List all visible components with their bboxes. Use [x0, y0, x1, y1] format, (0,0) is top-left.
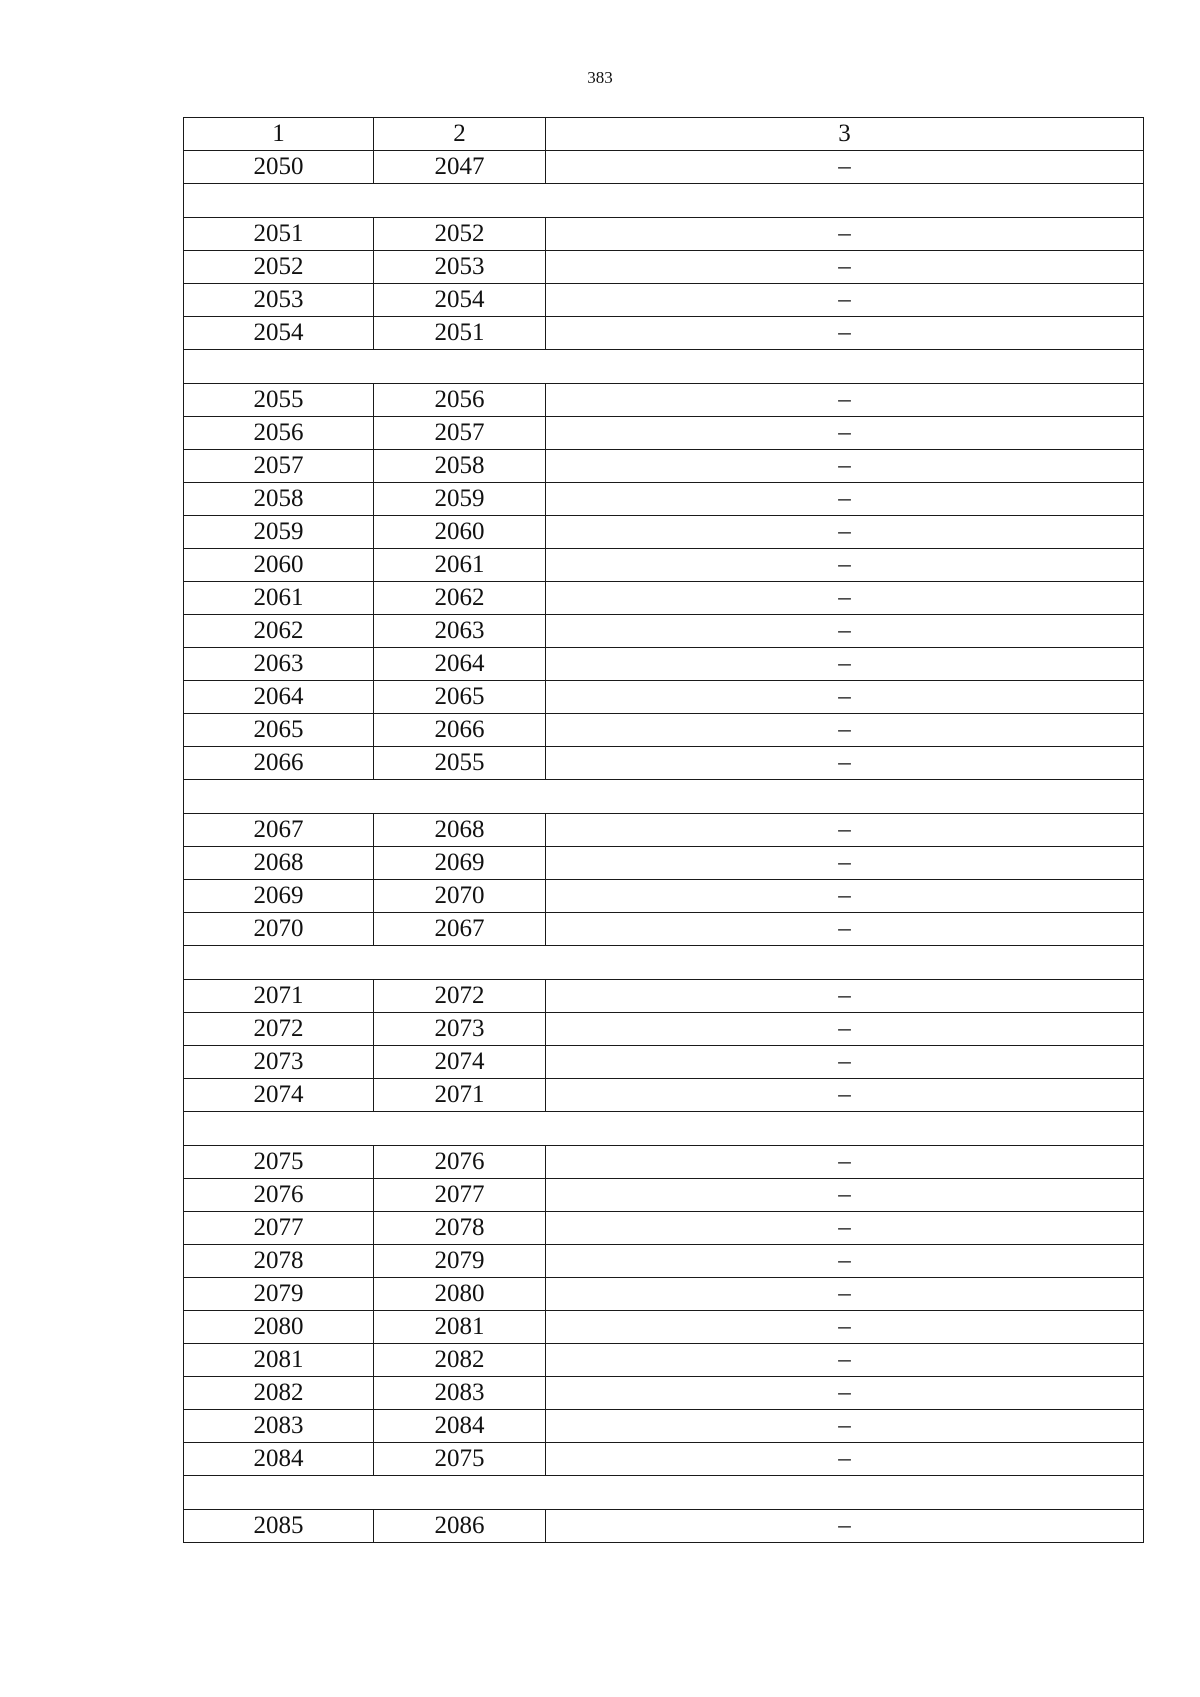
- table-cell-col-2: 2071: [374, 1079, 546, 1112]
- table-cell-col-1: 2075: [184, 1146, 374, 1179]
- table-cell-col-2: 2051: [374, 317, 546, 350]
- table-cell-col-2: 2062: [374, 582, 546, 615]
- table-cell-col-2: 2073: [374, 1013, 546, 1046]
- table-cell-col-2: 2059: [374, 483, 546, 516]
- table-cell-col-2: 2076: [374, 1146, 546, 1179]
- table-cell-col-2: 2060: [374, 516, 546, 549]
- table-cell-col-1: 2068: [184, 847, 374, 880]
- table-header-row: [184, 118, 1144, 151]
- table-cell-col-3: –: [546, 880, 1144, 913]
- section-separator-row: [184, 780, 1144, 814]
- table-row: [184, 913, 1144, 946]
- table-cell-col-1: 2071: [184, 980, 374, 1013]
- table-cell-col-2: 2064: [374, 648, 546, 681]
- table-cell-col-3: –: [546, 1212, 1144, 1245]
- section-separator-row: [184, 184, 1144, 218]
- table-row: [184, 615, 1144, 648]
- separator-cell: [184, 946, 1144, 980]
- table-cell-col-3: –: [546, 913, 1144, 946]
- table-cell-col-2: 2070: [374, 880, 546, 913]
- table-cell-col-3: –: [546, 549, 1144, 582]
- table-row: [184, 1046, 1144, 1079]
- section-separator-row: [184, 1476, 1144, 1510]
- table-row: [184, 1510, 1144, 1543]
- separator-cell: [184, 780, 1144, 814]
- table-row: [184, 1443, 1144, 1476]
- table-cell-col-3: –: [546, 1443, 1144, 1476]
- table-row: [184, 1377, 1144, 1410]
- table-cell-col-3: –: [546, 450, 1144, 483]
- table-row: [184, 714, 1144, 747]
- table-cell-col-3: –: [546, 980, 1144, 1013]
- table-cell-col-3: –: [546, 1046, 1144, 1079]
- table-cell-col-2: 2067: [374, 913, 546, 946]
- separator-cell: [184, 1476, 1144, 1510]
- table-cell-col-1: 2052: [184, 251, 374, 284]
- table-row: [184, 1311, 1144, 1344]
- table-cell-col-1: 2061: [184, 582, 374, 615]
- table-cell-col-2: 2072: [374, 980, 546, 1013]
- table-row: [184, 847, 1144, 880]
- table-cell-col-2: 2080: [374, 1278, 546, 1311]
- table-cell-col-2: 2084: [374, 1410, 546, 1443]
- table-cell-col-1: 2067: [184, 814, 374, 847]
- table-cell-col-1: 2054: [184, 317, 374, 350]
- table-row: [184, 1212, 1144, 1245]
- table-cell-col-1: 2051: [184, 218, 374, 251]
- table-cell-col-1: 2083: [184, 1410, 374, 1443]
- table-cell-col-1: 2074: [184, 1079, 374, 1112]
- table-cell-col-1: 2066: [184, 747, 374, 780]
- table-cell-col-3: –: [546, 516, 1144, 549]
- section-separator-row: [184, 350, 1144, 384]
- table-cell-col-1: 2064: [184, 681, 374, 714]
- table-row: [184, 1079, 1144, 1112]
- table-row: [184, 1146, 1144, 1179]
- table-cell-col-1: 2076: [184, 1179, 374, 1212]
- table-cell-col-2: 2057: [374, 417, 546, 450]
- table-cell-col-2: 2063: [374, 615, 546, 648]
- table-row: [184, 1179, 1144, 1212]
- table-row: [184, 880, 1144, 913]
- table-cell-col-3: –: [546, 1013, 1144, 1046]
- table-cell-col-3: –: [546, 1079, 1144, 1112]
- table-cell-col-1: 2079: [184, 1278, 374, 1311]
- table-cell-col-3: –: [546, 218, 1144, 251]
- table-cell-col-1: 2085: [184, 1510, 374, 1543]
- table-cell-col-3: –: [546, 814, 1144, 847]
- table-row: [184, 483, 1144, 516]
- column-header-2: 2: [374, 118, 546, 151]
- table-row: [184, 450, 1144, 483]
- table-cell-col-1: 2073: [184, 1046, 374, 1079]
- data-table: [183, 117, 1144, 1543]
- separator-cell: [184, 350, 1144, 384]
- table-row: [184, 582, 1144, 615]
- table-cell-col-2: 2058: [374, 450, 546, 483]
- section-separator-row: [184, 1112, 1144, 1146]
- table-cell-col-2: 2047: [374, 151, 546, 184]
- table-row: [184, 1013, 1144, 1046]
- table-cell-col-1: 2072: [184, 1013, 374, 1046]
- table-row: [184, 814, 1144, 847]
- table-row: [184, 980, 1144, 1013]
- table-cell-col-2: 2056: [374, 384, 546, 417]
- table-cell-col-2: 2055: [374, 747, 546, 780]
- table-cell-col-3: –: [546, 284, 1144, 317]
- table-cell-col-3: –: [546, 317, 1144, 350]
- table-cell-col-2: 2077: [374, 1179, 546, 1212]
- table-cell-col-1: 2082: [184, 1377, 374, 1410]
- table-cell-col-1: 2060: [184, 549, 374, 582]
- table-row: [184, 1344, 1144, 1377]
- table-cell-col-2: 2053: [374, 251, 546, 284]
- table-cell-col-2: 2086: [374, 1510, 546, 1543]
- table-row: [184, 549, 1144, 582]
- table-cell-col-2: 2081: [374, 1311, 546, 1344]
- table-cell-col-1: 2081: [184, 1344, 374, 1377]
- table-cell-col-3: –: [546, 1344, 1144, 1377]
- table-row: [184, 1245, 1144, 1278]
- table-row: [184, 747, 1144, 780]
- table-row: [184, 284, 1144, 317]
- table-cell-col-1: 2069: [184, 880, 374, 913]
- table-cell-col-3: –: [546, 1179, 1144, 1212]
- table-row: [184, 151, 1144, 184]
- table-cell-col-2: 2079: [374, 1245, 546, 1278]
- table-row: [184, 648, 1144, 681]
- table-cell-col-1: 2050: [184, 151, 374, 184]
- table-cell-col-1: 2058: [184, 483, 374, 516]
- table-cell-col-1: 2078: [184, 1245, 374, 1278]
- table-cell-col-1: 2084: [184, 1443, 374, 1476]
- table-cell-col-1: 2053: [184, 284, 374, 317]
- table-cell-col-2: 2054: [374, 284, 546, 317]
- table-cell-col-3: –: [546, 1377, 1144, 1410]
- table-cell-col-2: 2065: [374, 681, 546, 714]
- table-cell-col-1: 2062: [184, 615, 374, 648]
- table-cell-col-3: –: [546, 714, 1144, 747]
- table-row: [184, 1278, 1144, 1311]
- table-row: [184, 251, 1144, 284]
- table-cell-col-3: –: [546, 847, 1144, 880]
- table-cell-col-3: –: [546, 483, 1144, 516]
- table-cell-col-2: 2074: [374, 1046, 546, 1079]
- separator-cell: [184, 184, 1144, 218]
- table-cell-col-3: –: [546, 384, 1144, 417]
- table-cell-col-2: 2082: [374, 1344, 546, 1377]
- table-cell-col-3: –: [546, 1146, 1144, 1179]
- table-cell-col-2: 2061: [374, 549, 546, 582]
- table-cell-col-1: 2056: [184, 417, 374, 450]
- table-cell-col-3: –: [546, 1410, 1144, 1443]
- table-cell-col-3: –: [546, 1510, 1144, 1543]
- table-cell-col-2: 2069: [374, 847, 546, 880]
- section-separator-row: [184, 946, 1144, 980]
- table-row: [184, 681, 1144, 714]
- table-row: [184, 317, 1144, 350]
- table-cell-col-1: 2057: [184, 450, 374, 483]
- table-cell-col-2: 2052: [374, 218, 546, 251]
- table-cell-col-1: 2080: [184, 1311, 374, 1344]
- table-cell-col-3: –: [546, 582, 1144, 615]
- column-header-3: 3: [546, 118, 1144, 151]
- table-cell-col-2: 2068: [374, 814, 546, 847]
- table-cell-col-1: 2059: [184, 516, 374, 549]
- table-cell-col-3: –: [546, 648, 1144, 681]
- table-row: [184, 516, 1144, 549]
- page-number: 383: [587, 68, 613, 87]
- table-cell-col-3: –: [546, 747, 1144, 780]
- table-cell-col-1: 2063: [184, 648, 374, 681]
- table-cell-col-1: 2055: [184, 384, 374, 417]
- column-header-1: 1: [184, 118, 374, 151]
- table-cell-col-3: –: [546, 1311, 1144, 1344]
- table-row: [184, 218, 1144, 251]
- table-row: [184, 384, 1144, 417]
- separator-cell: [184, 1112, 1144, 1146]
- table-cell-col-2: 2078: [374, 1212, 546, 1245]
- table-cell-col-2: 2083: [374, 1377, 546, 1410]
- table-cell-col-2: 2066: [374, 714, 546, 747]
- table-row: [184, 1410, 1144, 1443]
- table-cell-col-3: –: [546, 615, 1144, 648]
- table-row: [184, 417, 1144, 450]
- table-cell-col-3: –: [546, 251, 1144, 284]
- table-cell-col-1: 2077: [184, 1212, 374, 1245]
- table-cell-col-3: –: [546, 681, 1144, 714]
- table-cell-col-3: –: [546, 417, 1144, 450]
- table-cell-col-3: –: [546, 1245, 1144, 1278]
- table-body: [184, 118, 1144, 1543]
- table-cell-col-3: –: [546, 1278, 1144, 1311]
- table-cell-col-1: 2065: [184, 714, 374, 747]
- table-cell-col-1: 2070: [184, 913, 374, 946]
- table-cell-col-2: 2075: [374, 1443, 546, 1476]
- table-cell-col-3: –: [546, 151, 1144, 184]
